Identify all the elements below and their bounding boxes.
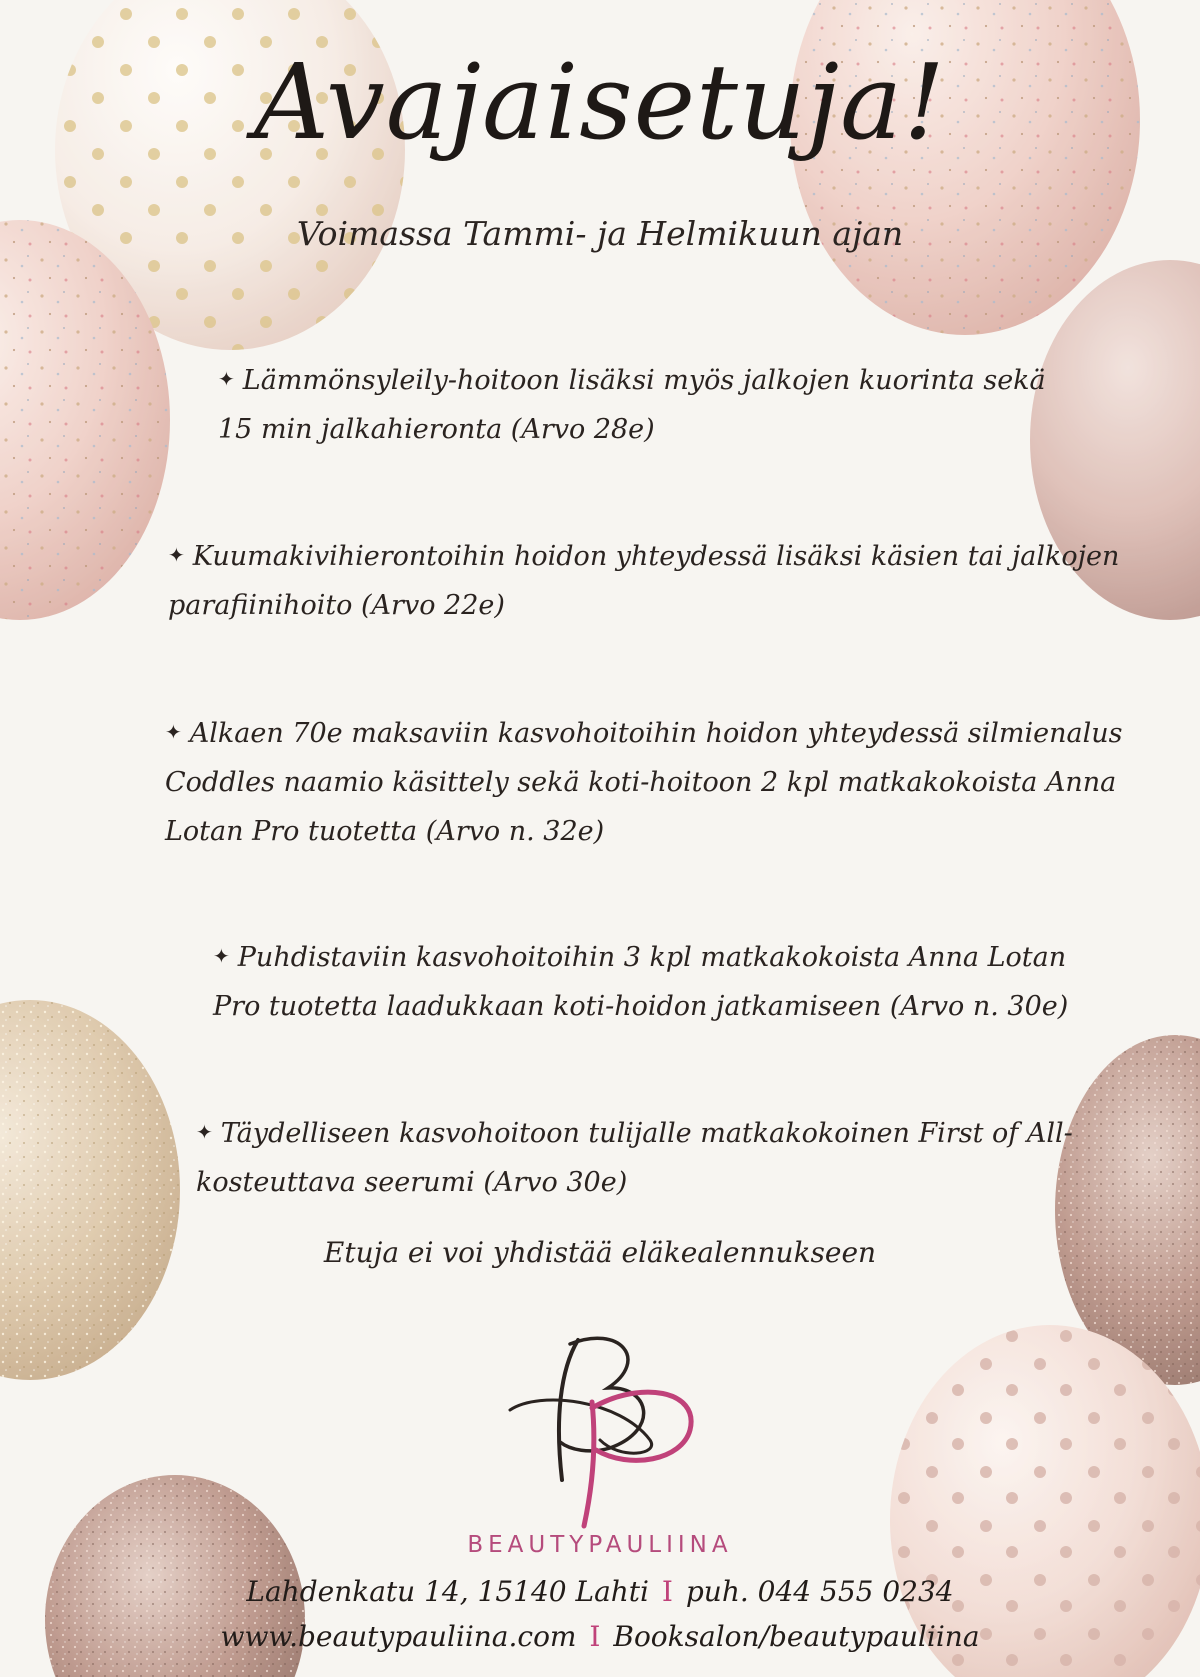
separator: I [661,1575,673,1608]
separator: I [589,1620,601,1653]
booking-link[interactable]: Booksalon/beautypauliina [613,1620,980,1653]
website-link[interactable]: www.beautypauliina.com [220,1620,577,1653]
offer-item [218,355,1046,454]
offer-item [213,932,1068,1031]
offer-line: Täydelliseen kasvohoitoon tulijalle matkakokoinen First of All- [220,1118,1073,1149]
sparkle-icon: ✦ [168,543,185,567]
offer-line: Puhdistaviin kasvohoitoihin 3 kpl matkakokoista Anna Lotan [237,942,1067,973]
disclaimer-note: Etuja ei voi yhdistää eläkealennukseen [323,1236,877,1269]
offer-line: Coddles naamio käsittely sekä koti-hoitoon 2 kpl matkakokoista Anna [165,767,1117,798]
offer-item [196,1108,1073,1207]
sparkle-icon: ✦ [165,720,182,744]
offer-line: Lotan Pro tuotetta (Arvo n. 32e) [165,816,605,847]
offer-line: parafiinihoito (Arvo 22e) [168,590,505,621]
brand-name: BEAUTYPAULIINA [467,1532,733,1558]
offer-line: Alkaen 70e maksaviin kasvohoitoihin hoidon yhteydessä silmienalus [189,718,1123,749]
contact-line-address [0,1575,1200,1608]
page-title: Avajaisetuja! [254,41,946,163]
sparkle-icon: ✦ [218,367,235,391]
address: Lahdenkatu 14, 15140 Lahti [246,1575,649,1608]
sparkle-icon: ✦ [196,1120,213,1144]
offer-line: kosteuttava seerumi (Arvo 30e) [196,1167,628,1198]
contact-line-web [0,1620,1200,1653]
sparkle-icon: ✦ [213,944,230,968]
offer-item [168,531,1119,630]
offer-line: Lämmönsyleily-hoitoon lisäksi myös jalkojen kuorinta sekä [242,365,1046,396]
bp-logo-icon [500,1330,710,1530]
subtitle: Voimassa Tammi- ja Helmikuun ajan [296,214,904,253]
offer-line: 15 min jalkahieronta (Arvo 28e) [218,414,655,445]
offer-item [165,708,1122,856]
offer-line: Pro tuotetta laadukkaan koti-hoidon jatkamiseen (Arvo n. 30e) [213,991,1069,1022]
offer-line: Kuumakivihierontoihin hoidon yhteydessä lisäksi käsien tai jalkojen [192,541,1120,572]
phone: puh. 044 555 0234 [685,1575,954,1608]
